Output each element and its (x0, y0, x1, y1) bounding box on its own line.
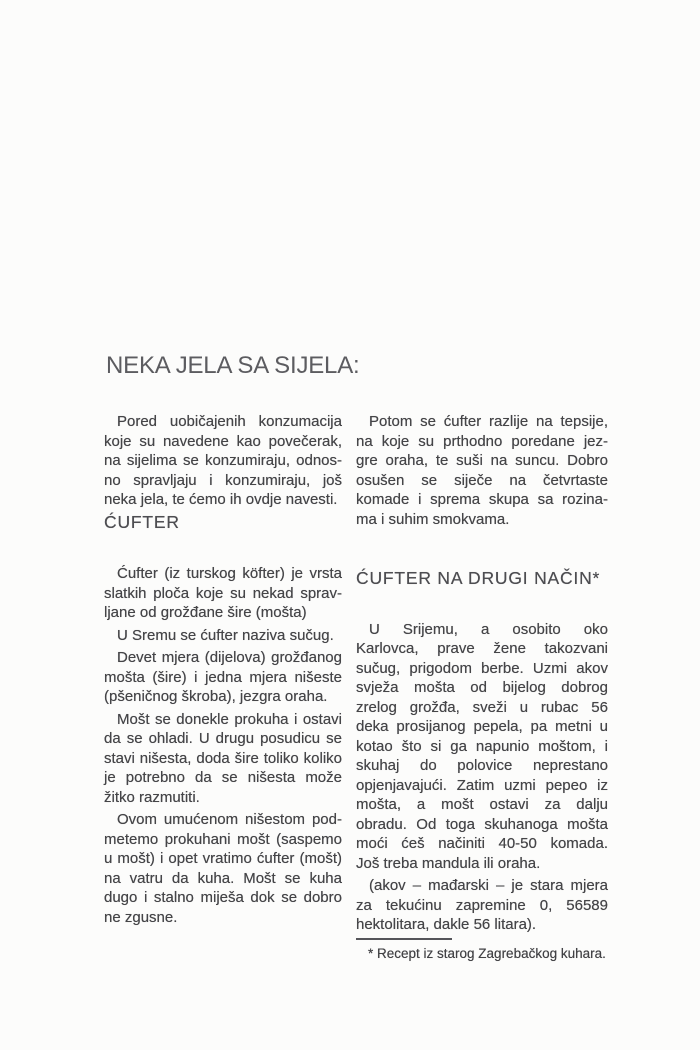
text-line: koje su navedene kao povečerak, (104, 432, 342, 450)
text-line: mošta (šire) i jedna mjera nišeste (104, 668, 342, 686)
text-line: dugo i stalno miješa dok se dobro (104, 889, 342, 906)
paragraph (104, 626, 342, 646)
text-line: metemo prokuhani mošt (saspemo (104, 830, 342, 848)
text-line: moći ćeš načiniti 40-50 komada. (356, 835, 608, 852)
text-line: gre oraha, te suši na suncu. Dobro (356, 452, 608, 469)
text-line: ma i suhim smokvama. (356, 510, 510, 528)
right-column (356, 412, 608, 962)
text-line: slatkih ploča koje su nekad sprav- (104, 584, 342, 602)
text-line: sučug, prigodom berbe. Uzmi akov (356, 659, 608, 677)
text-line: * Recept iz starog Zagrebačkog kuhara. (368, 945, 606, 961)
text-line: zrelog grožđa, sveži u rubac 56 (356, 698, 608, 716)
paragraph (356, 620, 608, 874)
text-line: (akov – mađarski – je stara mjera (369, 877, 608, 894)
paragraph (356, 876, 608, 935)
text-line: obradu. Od toga skuhanoga mošta (356, 815, 608, 833)
text-line: Devet mjera (dijelova) grožđanog (117, 649, 342, 666)
text-line: da se ohladi. U drugu posudicu se (104, 730, 342, 747)
text-line: hektolitara, dakle 56 litara). (356, 916, 537, 933)
text-line: kotao što si ga napunio moštom, i (356, 737, 608, 755)
text-line: deka prosijanog pepela, pa metni u (356, 718, 608, 735)
text-line: na koje su prthodno poredane jez- (356, 432, 608, 450)
left-column (104, 412, 342, 927)
text-line: ljane od grožđane šire (mošta) (104, 604, 307, 621)
paragraph (104, 648, 342, 707)
text-line: u mošt) i opet vratimo ćufter (mošt) (104, 850, 342, 867)
text-line: Još treba mandula ili oraha. (356, 854, 541, 872)
heading-cufter: ĆUFTER (104, 511, 180, 532)
text-line: svježa mošta od bijelog dobrog (356, 679, 608, 696)
text-line: stavi nišesta, doda šire toliko koliko (104, 749, 342, 767)
paragraph (104, 710, 342, 808)
text-line: no spravljaju i konzumiraju, još (104, 471, 342, 489)
footnote (356, 938, 608, 962)
page-title: NEKA JELA SA SIJELA: (106, 352, 360, 379)
footnote-rule (356, 938, 452, 940)
text-line: Pored uobičajenih konzumacija (117, 413, 342, 430)
text-line: Potom se ćufter razlije na tepsije, (369, 413, 608, 430)
text-line: Karlovca, prave žene takozvani (356, 640, 608, 657)
text-line: U Srijemu, a osobito oko (369, 620, 608, 638)
text-line: Ovom umućenom nišestom pod- (117, 811, 342, 828)
paragraph (104, 564, 342, 623)
text-line: U Sremu se ćufter naziva sučug. (117, 626, 334, 644)
text-line: na vatru da kuha. Mošt se kuha (104, 869, 342, 887)
text-line: neka jela, te ćemo ih ovdje navesti. (104, 491, 338, 508)
text-line: komade i sprema skupa sa rozina- (356, 491, 608, 508)
text-line: žitko razmutiti. (104, 788, 200, 806)
text-line: (pšeničnog škroba), jezgra oraha. (104, 688, 328, 705)
text-line: na sijelima se konzumiraju, odnos- (104, 452, 342, 469)
paragraph (104, 412, 342, 510)
text-line: ne zgusne. (104, 908, 178, 926)
text-line: Mošt se donekle prokuha i ostavi (117, 710, 342, 728)
text-line: osušen se siječe na četvrtaste (356, 471, 608, 489)
text-line: skuhaj do polovice neprestano (356, 757, 608, 774)
paragraph (104, 810, 342, 927)
heading-cufter-na-drugi-nacin: ĆUFTER NA DRUGI NAČIN* (356, 568, 601, 588)
paragraph (356, 412, 608, 529)
text-line: opjenjavajući. Zatim uzmi pepeo iz (356, 776, 608, 794)
text-line: je potrebno da se nišesta može (104, 769, 342, 786)
text-line: Ćufter (iz turskog köfter) je vrsta (117, 565, 342, 582)
text-line: mošta, a mošt ostavi za dalju (356, 796, 608, 813)
text-line: za tekućinu zapremine 0, 56589 (356, 896, 608, 914)
